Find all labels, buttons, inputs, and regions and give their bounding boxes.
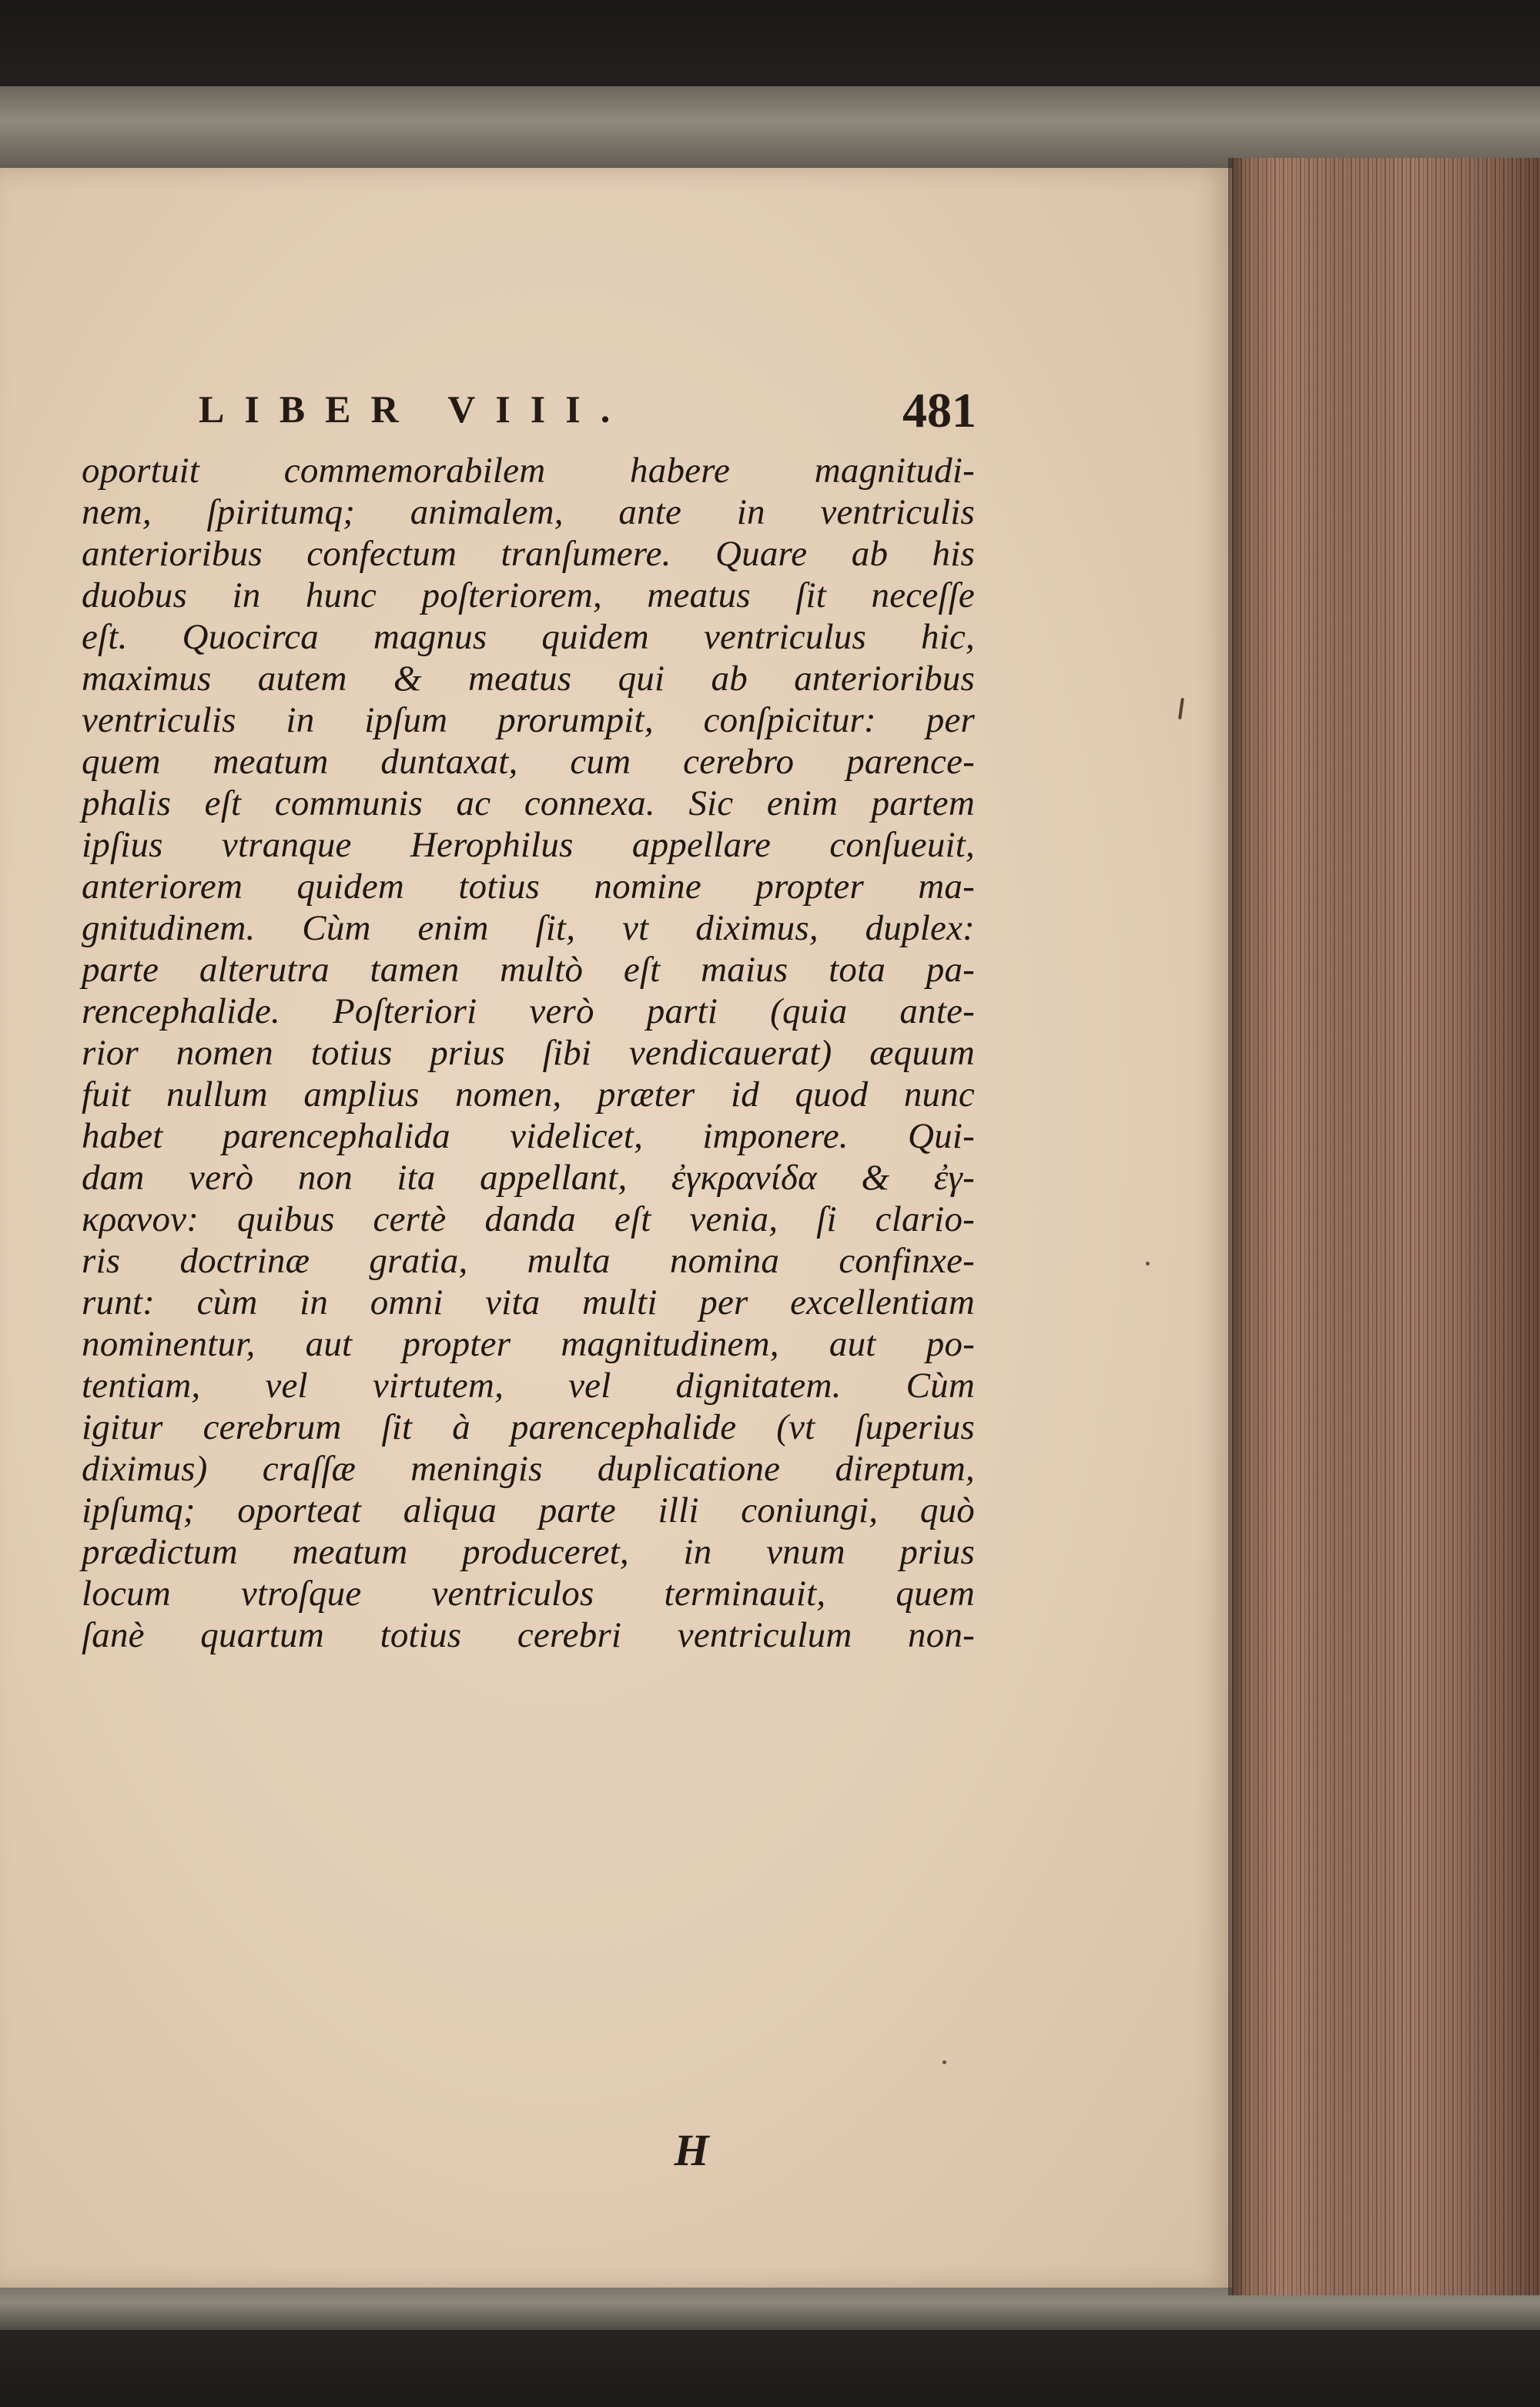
text-line: fuit nullum amplius nomen, præter id quod nunc <box>82 1074 975 1115</box>
text-line: ipſumq; oporteat aliqua parte illi coniungi, quò <box>82 1490 975 1530</box>
text-line: anteriorem quidem totius nomine propter ma- <box>82 867 975 907</box>
page-number: 481 <box>902 383 976 437</box>
text-line: maximus autem & meatus qui ab anterioribus <box>82 659 975 699</box>
running-head-title: LIBER VIII. <box>199 387 631 431</box>
text-line: gnitudinem. Cùm enim ſit, vt diximus, duplex: <box>82 908 975 948</box>
margin-ink-mark <box>1178 698 1184 719</box>
text-line: rior nomen totius prius ſibi vendicauerat) æquum <box>82 1033 975 1073</box>
running-head <box>199 382 976 451</box>
paper-speck <box>942 2060 946 2064</box>
text-line: diximus) craſſæ meningis duplicatione direptum, <box>82 1449 975 1489</box>
text-line: nominentur, aut propter magnitudinem, aut po- <box>82 1324 975 1364</box>
text-line: ris doctrinæ gratia, multa nomina confinxe- <box>82 1241 975 1281</box>
text-line: nem, ſpiritumq; animalem, ante in ventriculis <box>82 492 975 532</box>
text-line: tentiam, vel virtutem, vel dignitatem. Cùm <box>82 1366 975 1406</box>
text-line: parte alterutra tamen multò eſt maius tota pa- <box>82 950 975 990</box>
text-line: κρανον: quibus certè danda eſt venia, ſi clario- <box>82 1199 975 1239</box>
text-line: dam verò non ita appellant, ἐγκρανίδα & ἐγ- <box>82 1158 975 1198</box>
text-line: eſt. Quocirca magnus quidem ventriculus hic, <box>82 617 975 657</box>
text-line: prædictum meatum produceret, in vnum prius <box>82 1532 975 1572</box>
text-line: anterioribus confectum tranſumere. Quare ab his <box>82 534 975 574</box>
text-line: locum vtroſque ventriculos terminauit, quem <box>82 1574 975 1614</box>
text-line: igitur cerebrum ſit à parencephalide (vt ſuperius <box>82 1407 975 1447</box>
book-page <box>0 168 1232 2288</box>
text-line: phalis eſt communis ac connexa. Sic enim partem <box>82 783 975 823</box>
text-line: habet parencephalida videlicet, imponere. Qui- <box>82 1116 975 1156</box>
text-line: ipſius vtranque Herophilus appellare conſueuit, <box>82 825 975 865</box>
text-line: runt: cùm in omni vita multi per excellentiam <box>82 1282 975 1323</box>
text-line: quem meatum duntaxat, cum cerebro parence- <box>82 742 975 782</box>
signature-mark: H <box>674 2125 709 2175</box>
text-line: ſanè quartum totius cerebri ventriculum non- <box>82 1615 975 1655</box>
text-line: duobus in hunc poſteriorem, meatus ſit neceſſe <box>82 575 975 615</box>
gutter-shadow <box>1228 158 1248 2295</box>
paper-speck <box>1146 1262 1150 1266</box>
body-text <box>82 450 975 1656</box>
text-line: rencephalide. Poſteriori verò parti (quia ante- <box>82 991 975 1031</box>
page-fore-edge <box>1232 158 1540 2295</box>
text-line: ventriculis in ipſum prorumpit, conſpicitur: per <box>82 700 975 740</box>
text-line: oportuit commemorabilem habere magnitudi- <box>82 451 975 491</box>
